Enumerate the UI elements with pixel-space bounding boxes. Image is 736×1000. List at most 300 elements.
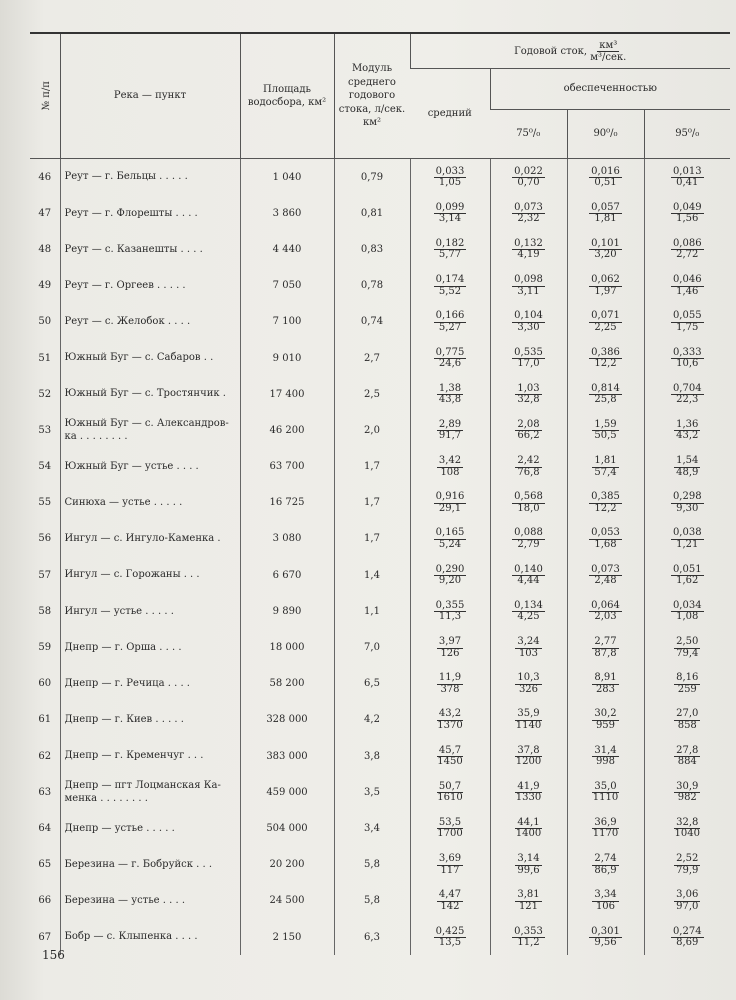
fraction-discharge: 884 — [677, 756, 697, 768]
runoff-module: 1,1 — [334, 593, 410, 629]
row-number: 57 — [38, 569, 52, 581]
river-point: Днепр — устье . . . . . — [60, 810, 240, 846]
fraction — [674, 746, 700, 768]
table-row — [30, 774, 730, 810]
basin-area: 3 860 — [240, 195, 334, 231]
fraction-volume: 4,47 — [438, 889, 462, 901]
fraction — [674, 709, 700, 731]
row-number: 60 — [38, 678, 52, 690]
fraction-volume: 0,098 — [514, 274, 543, 286]
table-row — [30, 231, 730, 267]
fraction-volume: 0,916 — [435, 491, 465, 503]
mean-runoff — [410, 159, 490, 196]
header-p95: 95⁰/₀ — [644, 110, 730, 159]
runoff-75 — [490, 557, 567, 593]
runoff-module: 0,79 — [334, 159, 410, 196]
fraction — [674, 890, 700, 912]
fraction-volume: 36,9 — [594, 816, 617, 828]
fraction — [514, 782, 543, 804]
fraction-discharge: 4,19 — [517, 249, 540, 261]
fraction-volume: 30,9 — [676, 780, 699, 792]
table-row — [30, 268, 730, 304]
fraction-discharge: 1450 — [437, 756, 463, 768]
fraction-volume: 0,535 — [514, 346, 543, 358]
fraction-volume: 0,174 — [435, 274, 465, 286]
fraction-volume: 3,34 — [594, 889, 617, 901]
row-number: 61 — [38, 714, 52, 726]
fraction — [674, 456, 700, 478]
runoff-75 — [490, 919, 567, 955]
mean-runoff — [410, 449, 490, 485]
row-number: 47 — [38, 207, 52, 219]
runoff-90 — [567, 412, 644, 448]
fraction-discharge: 121 — [518, 900, 539, 912]
runoff-95 — [644, 557, 730, 593]
runoff-95 — [644, 412, 730, 448]
fraction-volume: 2,52 — [676, 853, 699, 865]
fraction — [512, 528, 545, 550]
basin-area: 16 725 — [240, 485, 334, 521]
runoff-95 — [644, 702, 730, 738]
header-provision: обеспеченностью — [490, 69, 730, 110]
mean-runoff — [410, 376, 490, 412]
runoff-75 — [490, 738, 567, 774]
fraction-discharge: 1,62 — [676, 575, 699, 587]
table-row — [30, 629, 730, 665]
river-point: Березина — устье . . . . — [60, 883, 240, 919]
runoff-90 — [567, 195, 644, 231]
basin-area: 504 000 — [240, 810, 334, 846]
fraction-volume: 0,298 — [672, 491, 702, 503]
row-number: 64 — [38, 822, 52, 834]
fraction — [434, 565, 467, 587]
fraction-discharge: 25,8 — [594, 394, 617, 406]
runoff-90 — [567, 883, 644, 919]
river-point: Южный Буг — устье . . . . — [60, 449, 240, 485]
fraction — [671, 311, 704, 333]
runoff-95 — [644, 666, 730, 702]
fraction-discharge: 1110 — [592, 792, 619, 804]
fraction-discharge: 1140 — [515, 719, 542, 731]
row-number: 58 — [38, 605, 52, 617]
fraction-discharge: 13,5 — [438, 937, 462, 949]
row-number: 59 — [38, 642, 52, 654]
runoff-95 — [644, 629, 730, 665]
fraction-volume: 0,033 — [435, 165, 465, 177]
runoff-75 — [490, 159, 567, 196]
runoff-module: 1,7 — [334, 449, 410, 485]
fraction-volume: 0,104 — [514, 310, 543, 322]
fraction-discharge: 326 — [518, 683, 539, 695]
fraction-volume: 0,290 — [435, 563, 465, 575]
runoff-module: 3,5 — [334, 774, 410, 810]
fraction-volume: 11,9 — [438, 672, 462, 684]
fraction-discharge: 1,05 — [438, 177, 462, 189]
table-row — [30, 847, 730, 883]
fraction-volume: 2,08 — [517, 418, 540, 430]
fraction — [515, 420, 541, 442]
runoff-module: 7,0 — [334, 629, 410, 665]
runoff-95 — [644, 231, 730, 267]
fraction-volume: 3,24 — [517, 636, 540, 648]
fraction-discharge: 2,79 — [517, 538, 540, 550]
fraction — [435, 782, 464, 804]
fraction — [435, 709, 464, 731]
fraction-discharge: 1040 — [674, 828, 700, 840]
mean-runoff — [410, 412, 490, 448]
fraction-discharge: 99,6 — [517, 864, 540, 876]
fraction — [591, 782, 620, 804]
runoff-90 — [567, 231, 644, 267]
runoff-95 — [644, 485, 730, 521]
river-point: Южный Буг — с. Александров-ка . . . . . . . . — [60, 412, 240, 448]
mean-runoff — [410, 666, 490, 702]
fraction-discharge: 858 — [677, 719, 697, 731]
fraction-discharge: 22,3 — [676, 394, 699, 406]
fraction — [434, 203, 467, 225]
fraction-discharge: 3,11 — [517, 285, 540, 297]
header-mean: средний — [410, 69, 490, 159]
fraction — [437, 456, 463, 478]
fraction-volume: 0,134 — [514, 599, 543, 611]
table-row — [30, 738, 730, 774]
fraction — [589, 565, 622, 587]
fraction-discharge: 5,24 — [438, 538, 462, 550]
river-point: Днепр — г. Речица . . . . — [60, 666, 240, 702]
fraction-discharge: 283 — [595, 683, 616, 695]
river-point: Южный Буг — с. Тростянчик . — [60, 376, 240, 412]
mean-runoff — [410, 195, 490, 231]
fraction-discharge: 998 — [595, 756, 616, 768]
fraction-volume: 0,140 — [514, 563, 543, 575]
mean-runoff — [410, 702, 490, 738]
fraction-volume: 1,59 — [594, 418, 617, 430]
fraction-discharge: 1,08 — [676, 611, 699, 623]
fraction — [673, 818, 702, 840]
fraction-discharge: 1,21 — [676, 538, 699, 550]
fraction-discharge: 11,2 — [517, 937, 540, 949]
fraction-volume: 3,97 — [438, 636, 462, 648]
fraction — [592, 637, 618, 659]
header-flow-unit: км³ м³/сек. — [590, 39, 627, 63]
fraction — [515, 890, 541, 912]
fraction-volume: 3,69 — [438, 853, 462, 865]
fraction-discharge: 10,6 — [676, 358, 699, 370]
fraction-discharge: 11,3 — [438, 611, 462, 623]
row-number: 66 — [38, 895, 52, 907]
fraction — [437, 854, 463, 876]
fraction-volume: 0,099 — [435, 201, 465, 213]
runoff-75 — [490, 268, 567, 304]
fraction-discharge: 12,2 — [594, 358, 617, 370]
runoff-90 — [567, 774, 644, 810]
fraction-volume: 0,165 — [435, 527, 465, 539]
runoff-95 — [644, 738, 730, 774]
fraction-discharge: 48,9 — [676, 466, 699, 478]
row-number: 63 — [38, 786, 52, 798]
mean-runoff — [410, 268, 490, 304]
fraction-discharge: 76,8 — [517, 466, 540, 478]
header-p90: 90⁰/₀ — [567, 110, 644, 159]
mean-runoff — [410, 738, 490, 774]
row-number: 55 — [38, 497, 52, 509]
runoff-75 — [490, 195, 567, 231]
fraction-volume: 2,50 — [676, 636, 699, 648]
fraction-volume: 0,704 — [672, 382, 702, 394]
fraction-discharge: 0,41 — [676, 177, 699, 189]
fraction — [437, 637, 463, 659]
runoff-module: 6,3 — [334, 919, 410, 955]
runoff-75 — [490, 376, 567, 412]
runoff-95 — [644, 774, 730, 810]
fraction-volume: 0,182 — [435, 237, 465, 249]
fraction — [515, 854, 541, 876]
fraction — [592, 890, 618, 912]
river-point: Бобр — с. Клыпенка . . . . — [60, 919, 240, 955]
basin-area: 3 080 — [240, 521, 334, 557]
runoff-75 — [490, 847, 567, 883]
runoff-module: 2,7 — [334, 340, 410, 376]
fraction — [674, 854, 700, 876]
mean-runoff — [410, 521, 490, 557]
fraction-volume: 3,14 — [517, 853, 540, 865]
runoff-95 — [644, 883, 730, 919]
table-row — [30, 412, 730, 448]
fraction — [589, 927, 622, 949]
runoff-75 — [490, 702, 567, 738]
fraction-volume: 1,81 — [594, 455, 617, 467]
basin-area: 46 200 — [240, 412, 334, 448]
fraction — [674, 673, 700, 695]
mean-runoff — [410, 810, 490, 846]
fraction — [512, 239, 545, 261]
basin-area: 1 040 — [240, 159, 334, 196]
fraction-discharge: 0,51 — [594, 177, 617, 189]
runoff-module: 5,8 — [334, 883, 410, 919]
runoff-module: 0,81 — [334, 195, 410, 231]
fraction-volume: 0,301 — [591, 925, 620, 937]
fraction-volume: 8,91 — [594, 672, 617, 684]
fraction-volume: 0,071 — [591, 310, 620, 322]
fraction — [434, 601, 467, 623]
table-row — [30, 449, 730, 485]
runoff-75 — [490, 340, 567, 376]
fraction-volume: 1,03 — [517, 382, 540, 394]
runoff-module: 5,8 — [334, 847, 410, 883]
fraction — [514, 818, 543, 840]
fraction-volume: 35,9 — [517, 708, 540, 720]
mean-runoff — [410, 883, 490, 919]
runoff-module: 0,78 — [334, 268, 410, 304]
fraction-discharge: 1,46 — [676, 285, 699, 297]
basin-area: 328 000 — [240, 702, 334, 738]
header-p75: 75⁰/₀ — [490, 110, 567, 159]
fraction — [592, 420, 618, 442]
fraction-discharge: 87,8 — [594, 647, 617, 659]
fraction-volume: 27,0 — [676, 708, 699, 720]
river-point: Днепр — г. Орша . . . . — [60, 629, 240, 665]
runoff-75 — [490, 449, 567, 485]
river-point: Синюха — устье . . . . . — [60, 485, 240, 521]
fraction-discharge: 66,2 — [517, 430, 540, 442]
fraction — [674, 637, 700, 659]
fraction-volume: 30,2 — [594, 708, 617, 720]
fraction-discharge: 91,7 — [438, 430, 462, 442]
runoff-95 — [644, 521, 730, 557]
runoff-module: 1,7 — [334, 521, 410, 557]
fraction-discharge: 18,0 — [517, 502, 540, 514]
fraction — [437, 890, 463, 912]
fraction-discharge: 1700 — [437, 828, 463, 840]
fraction — [589, 601, 622, 623]
fraction-discharge: 108 — [440, 466, 460, 478]
table-body — [30, 159, 730, 956]
fraction — [512, 348, 545, 370]
fraction-discharge: 9,30 — [676, 502, 699, 514]
fraction-discharge: 259 — [677, 683, 697, 695]
runoff-90 — [567, 485, 644, 521]
river-point: Южный Буг — с. Сабаров . . — [60, 340, 240, 376]
basin-area: 7 050 — [240, 268, 334, 304]
fraction-volume: 0,086 — [672, 237, 702, 249]
fraction-volume: 0,073 — [591, 563, 620, 575]
fraction — [434, 348, 467, 370]
mean-runoff — [410, 340, 490, 376]
river-point: Реут — г. Флорешты . . . . — [60, 195, 240, 231]
runoff-90 — [567, 521, 644, 557]
fraction — [589, 492, 622, 514]
fraction — [589, 167, 622, 189]
table-row — [30, 159, 730, 196]
fraction-discharge: 5,27 — [438, 321, 462, 333]
runoff-95 — [644, 304, 730, 340]
runoff-95 — [644, 449, 730, 485]
fraction-volume: 0,385 — [591, 491, 620, 503]
fraction-discharge: 1370 — [437, 719, 463, 731]
mean-runoff — [410, 629, 490, 665]
fraction-discharge: 29,1 — [438, 502, 462, 514]
fraction-discharge: 57,4 — [594, 466, 617, 478]
fraction-discharge: 1200 — [515, 756, 542, 768]
header-module: Модуль среднего годового стока, л/сек. км² — [334, 33, 410, 159]
runoff-75 — [490, 485, 567, 521]
fraction — [512, 203, 545, 225]
fraction-volume: 2,42 — [517, 455, 540, 467]
table-row — [30, 702, 730, 738]
river-point: Ингул — с. Горожаны . . . — [60, 557, 240, 593]
fraction-volume: 0,057 — [591, 201, 620, 213]
fraction-discharge: 4,44 — [517, 575, 540, 587]
fraction-volume: 0,062 — [591, 274, 620, 286]
fraction — [512, 492, 545, 514]
fraction-discharge: 79,9 — [676, 864, 699, 876]
fraction-discharge: 1,56 — [676, 213, 699, 225]
runoff-90 — [567, 629, 644, 665]
fraction-discharge: 79,4 — [676, 647, 699, 659]
fraction-discharge: 17,0 — [517, 358, 540, 370]
fraction — [592, 709, 618, 731]
fraction-volume: 1,36 — [676, 418, 699, 430]
mean-runoff — [410, 231, 490, 267]
fraction-discharge: 2,03 — [594, 611, 617, 623]
fraction — [434, 528, 467, 550]
fraction — [515, 384, 541, 406]
runoff-90 — [567, 702, 644, 738]
fraction — [674, 782, 700, 804]
basin-area: 2 150 — [240, 919, 334, 955]
fraction — [589, 528, 622, 550]
runoff-table — [30, 32, 730, 955]
basin-area: 6 670 — [240, 557, 334, 593]
fraction — [674, 420, 700, 442]
runoff-95 — [644, 810, 730, 846]
fraction — [434, 239, 467, 261]
fraction-volume: 41,9 — [517, 780, 540, 792]
fraction-volume: 10,3 — [517, 672, 540, 684]
row-number: 53 — [38, 424, 52, 436]
fraction-discharge: 2,48 — [594, 575, 617, 587]
fraction-discharge: 1330 — [515, 792, 542, 804]
fraction — [591, 818, 620, 840]
fraction-discharge: 1,81 — [594, 213, 617, 225]
fraction-volume: 0,386 — [591, 346, 620, 358]
fraction-volume: 0,101 — [591, 237, 620, 249]
table-row — [30, 376, 730, 412]
header-area: Площадь водосбора, км² — [240, 33, 334, 159]
fraction-discharge: 9,20 — [438, 575, 462, 587]
runoff-90 — [567, 304, 644, 340]
fraction-volume: 1,54 — [676, 455, 699, 467]
fraction — [437, 420, 463, 442]
fraction — [515, 456, 541, 478]
fraction-discharge: 982 — [677, 792, 697, 804]
fraction-discharge: 3,14 — [438, 213, 462, 225]
fraction-volume: 0,064 — [591, 599, 620, 611]
runoff-95 — [644, 376, 730, 412]
fraction — [512, 167, 545, 189]
runoff-90 — [567, 376, 644, 412]
fraction-discharge: 8,69 — [676, 937, 699, 949]
row-number: 67 — [38, 931, 52, 943]
river-point: Березина — г. Бобруйск . . . — [60, 847, 240, 883]
row-number: 62 — [38, 750, 52, 762]
fraction — [589, 203, 622, 225]
table-row — [30, 485, 730, 521]
fraction-volume: 0,038 — [672, 527, 702, 539]
fraction — [512, 275, 545, 297]
header-num: № п/п — [30, 33, 60, 159]
header-flow: Годовой сток, км³ м³/сек. — [410, 33, 730, 69]
fraction-discharge: 3,30 — [517, 321, 540, 333]
header-river: Река — пункт — [60, 33, 240, 159]
fraction-volume: 2,89 — [438, 418, 462, 430]
fraction-volume: 0,353 — [514, 925, 543, 937]
fraction-discharge: 0,70 — [517, 177, 540, 189]
fraction — [671, 275, 704, 297]
fraction — [671, 348, 704, 370]
fraction — [589, 348, 622, 370]
fraction-volume: 0,049 — [672, 201, 702, 213]
fraction-volume: 0,013 — [672, 165, 702, 177]
fraction — [437, 384, 463, 406]
fraction-volume: 1,38 — [438, 382, 462, 394]
table-row — [30, 304, 730, 340]
fraction-volume: 50,7 — [438, 780, 462, 792]
mean-runoff — [410, 557, 490, 593]
fraction — [437, 673, 463, 695]
runoff-module: 1,4 — [334, 557, 410, 593]
river-point: Реут — г. Бельцы . . . . . — [60, 159, 240, 196]
